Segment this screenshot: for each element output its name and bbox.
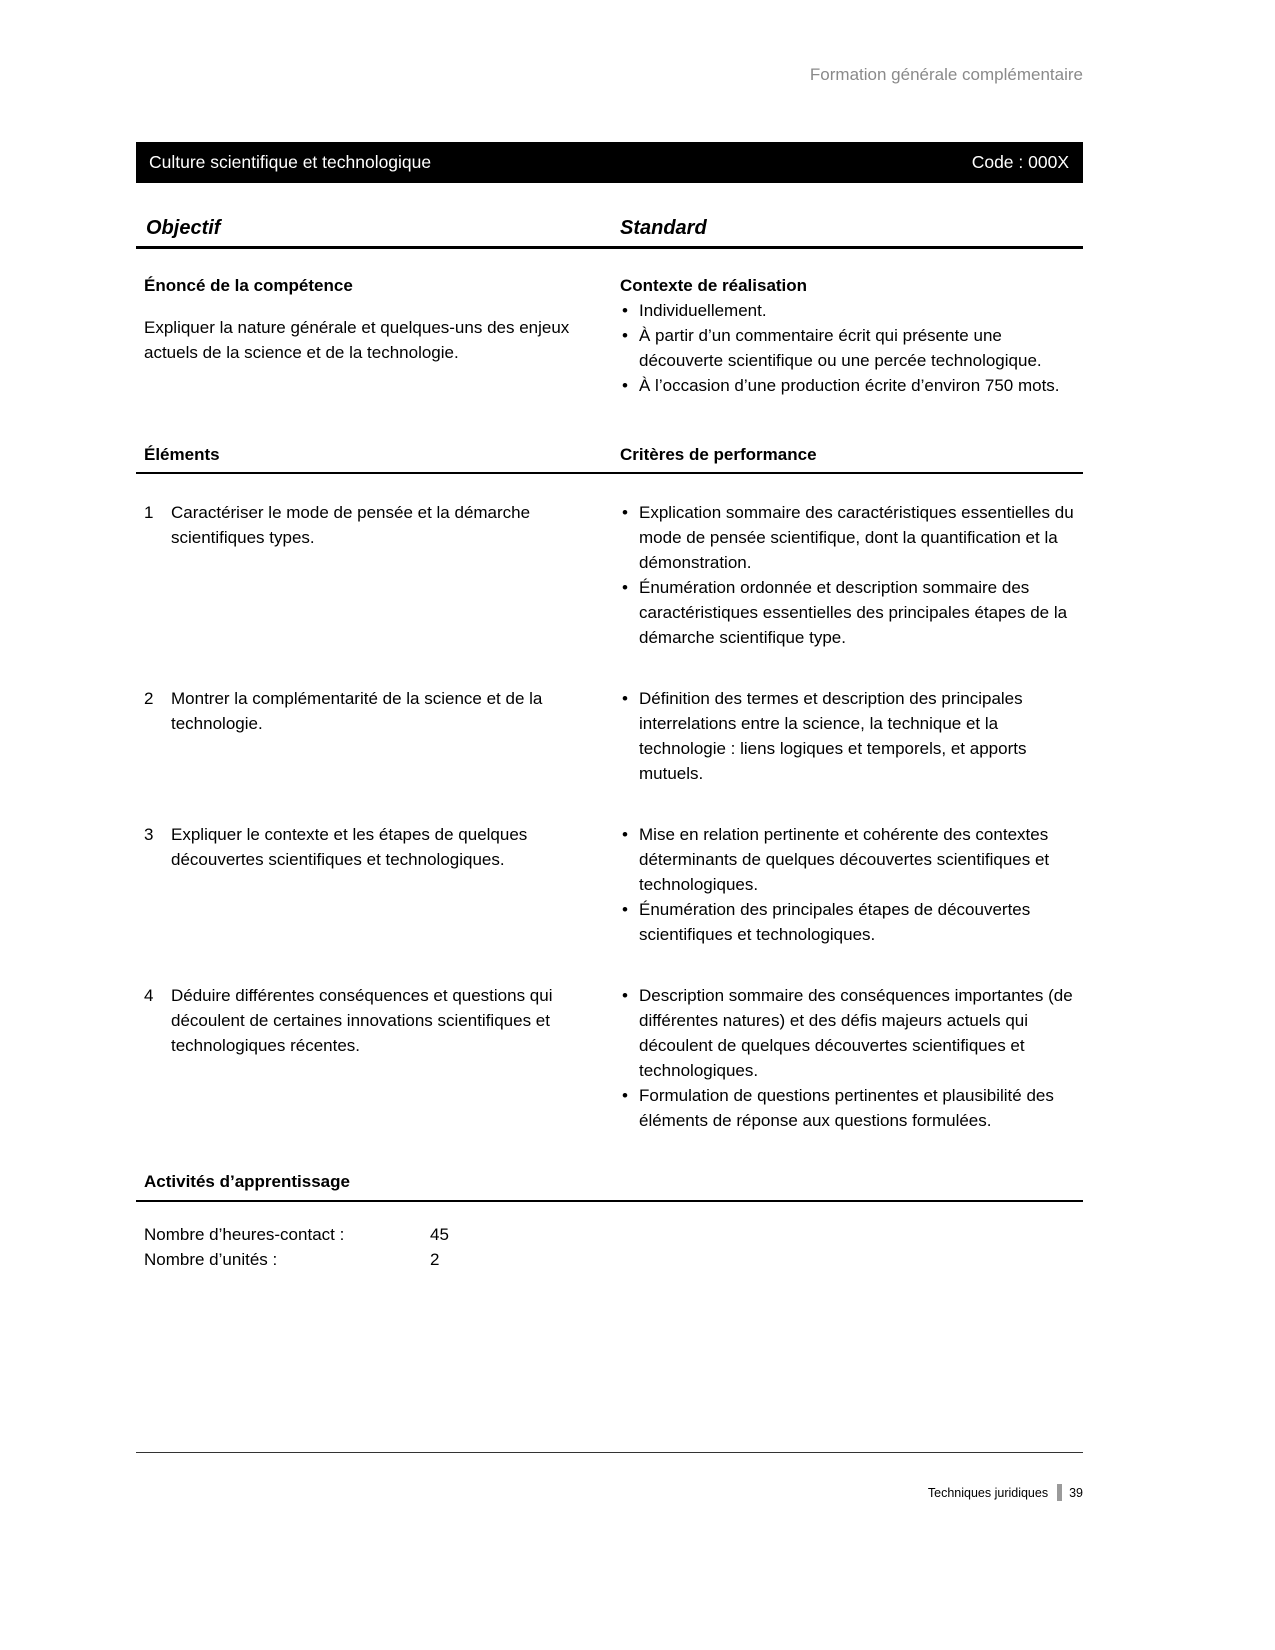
- footer-divider: [136, 1452, 1083, 1453]
- activities-heading: Activités d’apprentissage: [136, 1169, 1083, 1202]
- hours-contact-label: Nombre d’heures-contact :: [144, 1225, 345, 1244]
- standard-heading: Standard: [620, 217, 707, 239]
- element-item: [144, 686, 606, 736]
- objectif-standard-header: [136, 217, 1083, 249]
- element-left: [136, 686, 606, 786]
- criteria-bullet: • Explication sommaire des caractéristiques essentielles du mode de pensée scientifique, dont la quantification et la démonstration.: [620, 500, 1083, 575]
- element-criteria: [620, 686, 1083, 786]
- criteria-bullet: • Mise en relation pertinente et cohérente des contextes déterminants de quelques découvertes scientifiques et technologiques.: [620, 822, 1083, 897]
- element-left: [136, 983, 606, 1133]
- competence-heading: Énoncé de la compétence: [144, 276, 353, 295]
- competence-right-column: [620, 249, 1083, 398]
- element-number: 1: [144, 503, 154, 522]
- element-item: [144, 500, 606, 550]
- page-number: 39: [1069, 1485, 1083, 1500]
- column-spacer: [606, 500, 620, 650]
- footer-text: [136, 1484, 1083, 1501]
- element-row: [136, 686, 1083, 786]
- hours-row: [144, 1222, 1083, 1247]
- criteria-bullet: • Définition des termes et description des principales interrelations entre la science, la technique et la technologie : liens logiques et temporels, et apports mutuels.: [620, 686, 1083, 786]
- context-bullet-list: [620, 298, 1083, 398]
- criteria-bullet: • Description sommaire des conséquences importantes (de différentes natures) et des défis majeurs actuels qui découlent de quelques découvertes scientifiques et technologiques.: [620, 983, 1083, 1083]
- units-label: Nombre d’unités :: [144, 1250, 278, 1269]
- criteria-bullet-list: [620, 983, 1083, 1133]
- competence-section: [136, 249, 1083, 398]
- hours-contact-value: 45: [430, 1225, 449, 1244]
- context-heading: Contexte de réalisation: [620, 276, 808, 295]
- objectif-heading: Objectif: [146, 217, 221, 239]
- element-text: Montrer la complémentarité de la science et de la technologie.: [171, 689, 543, 733]
- column-spacer: [606, 442, 620, 467]
- elements-body: [136, 500, 1083, 1133]
- context-bullet: • À partir d’un commentaire écrit qui présente une découverte scientifique ou une percée technologique.: [620, 323, 1083, 373]
- criteria-bullet-list: [620, 500, 1083, 650]
- element-number: 4: [144, 986, 154, 1005]
- criteria-bullet: • Énumération des principales étapes de découvertes scientifiques et technologiques.: [620, 897, 1083, 947]
- column-spacer: [606, 822, 620, 947]
- element-item: [144, 983, 606, 1058]
- element-criteria: [620, 983, 1083, 1133]
- element-number: 3: [144, 825, 154, 844]
- hours-row: [144, 1247, 1083, 1272]
- element-text: Déduire différentes conséquences et questions qui découlent de certaines innovations scientifiques et technologiques récentes.: [171, 986, 553, 1055]
- running-header: Formation générale complémentaire: [809, 65, 1083, 84]
- elements-criteria-header: [136, 442, 1083, 474]
- competence-left-column: [136, 249, 606, 398]
- element-row: [136, 822, 1083, 947]
- element-row: [136, 500, 1083, 650]
- footer-program-label: Techniques juridiques: [927, 1485, 1049, 1500]
- criteria-bullet-list: [620, 822, 1083, 947]
- criteria-bullet: • Formulation de questions pertinentes et plausibilité des éléments de réponse aux questions formulées.: [620, 1083, 1083, 1133]
- context-bullet: • Individuellement.: [620, 298, 1083, 323]
- elements-heading: Éléments: [144, 445, 220, 464]
- element-criteria: [620, 822, 1083, 947]
- course-title: Culture scientifique et technologique: [149, 152, 432, 172]
- element-criteria: [620, 500, 1083, 650]
- element-item: [144, 822, 606, 872]
- course-code: Code : 000X: [971, 152, 1069, 172]
- column-spacer: [606, 686, 620, 786]
- element-row: [136, 983, 1083, 1133]
- criteria-bullet-list: [620, 686, 1083, 786]
- context-bullet: • À l’occasion d’une production écrite d’environ 750 mots.: [620, 373, 1083, 398]
- competence-body: Expliquer la nature générale et quelques-uns des enjeux actuels de la science et de la technologie.: [144, 318, 570, 362]
- element-text: Caractériser le mode de pensée et la démarche scientifiques types.: [171, 503, 531, 547]
- page-footer: [136, 1452, 1083, 1501]
- page-content: [136, 0, 1083, 1272]
- hours-block: [136, 1222, 1083, 1272]
- column-spacer: [606, 249, 620, 398]
- element-left: [136, 500, 606, 650]
- element-left: [136, 822, 606, 947]
- units-value: 2: [430, 1250, 440, 1269]
- column-spacer: [606, 983, 620, 1133]
- criteria-bullet: • Énumération ordonnée et description sommaire des caractéristiques essentielles des principales étapes de la démarche scientifique type.: [620, 575, 1083, 650]
- element-number: 2: [144, 689, 154, 708]
- course-title-bar: [136, 142, 1083, 183]
- element-text: Expliquer le contexte et les étapes de quelques découvertes scientifiques et technologiques.: [171, 825, 528, 869]
- criteria-heading: Critères de performance: [620, 445, 817, 464]
- page-number-bar-icon: [1057, 1484, 1062, 1501]
